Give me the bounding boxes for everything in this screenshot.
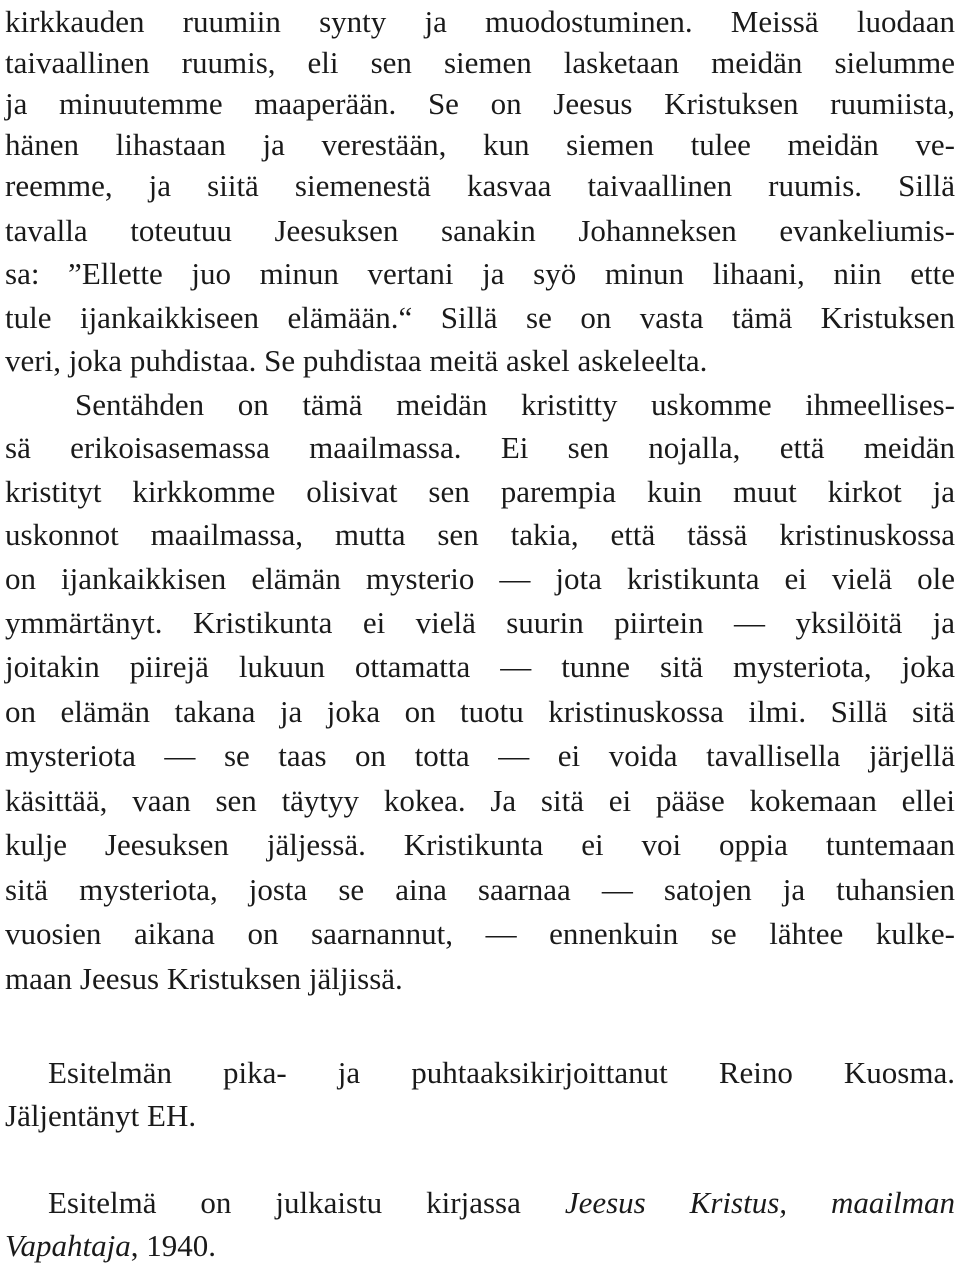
text-line-8: tule ijankaikkiseen elämään.“ Sillä se on vasta tämä Kristuksen bbox=[5, 300, 955, 335]
text-line-1: kirkkauden ruumiin synty ja muodostuminen. Meissä luodaan bbox=[5, 4, 955, 39]
text-line-4: hänen lihastaan ja verestään, kun siemen tulee meidän ve- bbox=[5, 127, 955, 162]
credit-line-transcriber: Esitelmän pika- ja puhtaaksikirjoittanut Reino Kuosma. bbox=[48, 1055, 955, 1090]
text-line-9: veri, joka puhdistaa. Se puhdistaa meitä askel askeleelta. bbox=[5, 343, 708, 378]
text-line-18: mysteriota — se taas on totta — ei voida tavallisella järjellä bbox=[5, 738, 955, 773]
text-line-14: on ijankaikkisen elämän mysterio — jota kristikunta ei vielä ole bbox=[5, 561, 955, 596]
text-line-6: tavalla toteutuu Jeesuksen sanakin Johanneksen evankeliumis- bbox=[5, 213, 955, 248]
text-line-7: sa: ”Ellette juo minun vertani ja syö minun lihaani, niin ette bbox=[5, 256, 955, 291]
text-line-19: käsittää, vaan sen täytyy kokea. Ja sitä ei pääse kokemaan ellei bbox=[5, 783, 955, 818]
text-line-17: on elämän takana ja joka on tuotu kristinuskossa ilmi. Sillä sitä bbox=[5, 694, 955, 729]
publication-year: , 1940. bbox=[130, 1228, 216, 1263]
text-line-3: ja minuutemme maaperään. Se on Jeesus Kristuksen ruumiista, bbox=[5, 86, 955, 121]
text-line-11: sä erikoisasemassa maailmassa. Ei sen nojalla, että meidän bbox=[5, 430, 955, 465]
text-line-5: reemme, ja siitä siemenestä kasvaa taivaallinen ruumis. Sillä bbox=[5, 168, 955, 203]
publication-line bbox=[48, 1181, 955, 1225]
text-line-2: taivaallinen ruumis, eli sen siemen lasketaan meidän sielumme bbox=[5, 45, 955, 80]
credit-line-copier: Jäljentänyt EH. bbox=[5, 1098, 197, 1133]
text-line-21: sitä mysteriota, josta se aina saarnaa — satojen ja tuhansien bbox=[5, 872, 955, 907]
text-line-15: ymmärtänyt. Kristikunta ei vielä suurin piirtein — yksilöitä ja bbox=[5, 605, 955, 640]
text-line-13: uskonnot maailmassa, mutta sen takia, että tässä kristinuskossa bbox=[5, 517, 955, 552]
text-line-22: vuosien aikana on saarnannut, — ennenkuin se lähtee kulke- bbox=[5, 916, 955, 951]
text-line-12: kristityt kirkkomme olisivat sen parempia kuin muut kirkot ja bbox=[5, 474, 955, 509]
book-title-part1: Jeesus Kristus, maailman bbox=[564, 1185, 955, 1220]
publication-line-2 bbox=[5, 1224, 216, 1268]
text-line-20: kulje Jeesuksen jäljessä. Kristikunta ei voi oppia tuntemaan bbox=[5, 827, 955, 862]
book-title-part2: Vapahtaja bbox=[5, 1228, 131, 1263]
publication-prefix: Esitelmä on julkaistu kirjassa bbox=[48, 1185, 521, 1220]
text-line-23: maan Jeesus Kristuksen jäljissä. bbox=[5, 961, 403, 996]
text-line-10: Sentähden on tämä meidän kristitty uskomme ihmeellises- bbox=[75, 387, 955, 422]
text-line-16: joitakin piirejä lukuun ottamatta — tunne sitä mysteriota, joka bbox=[5, 649, 955, 684]
